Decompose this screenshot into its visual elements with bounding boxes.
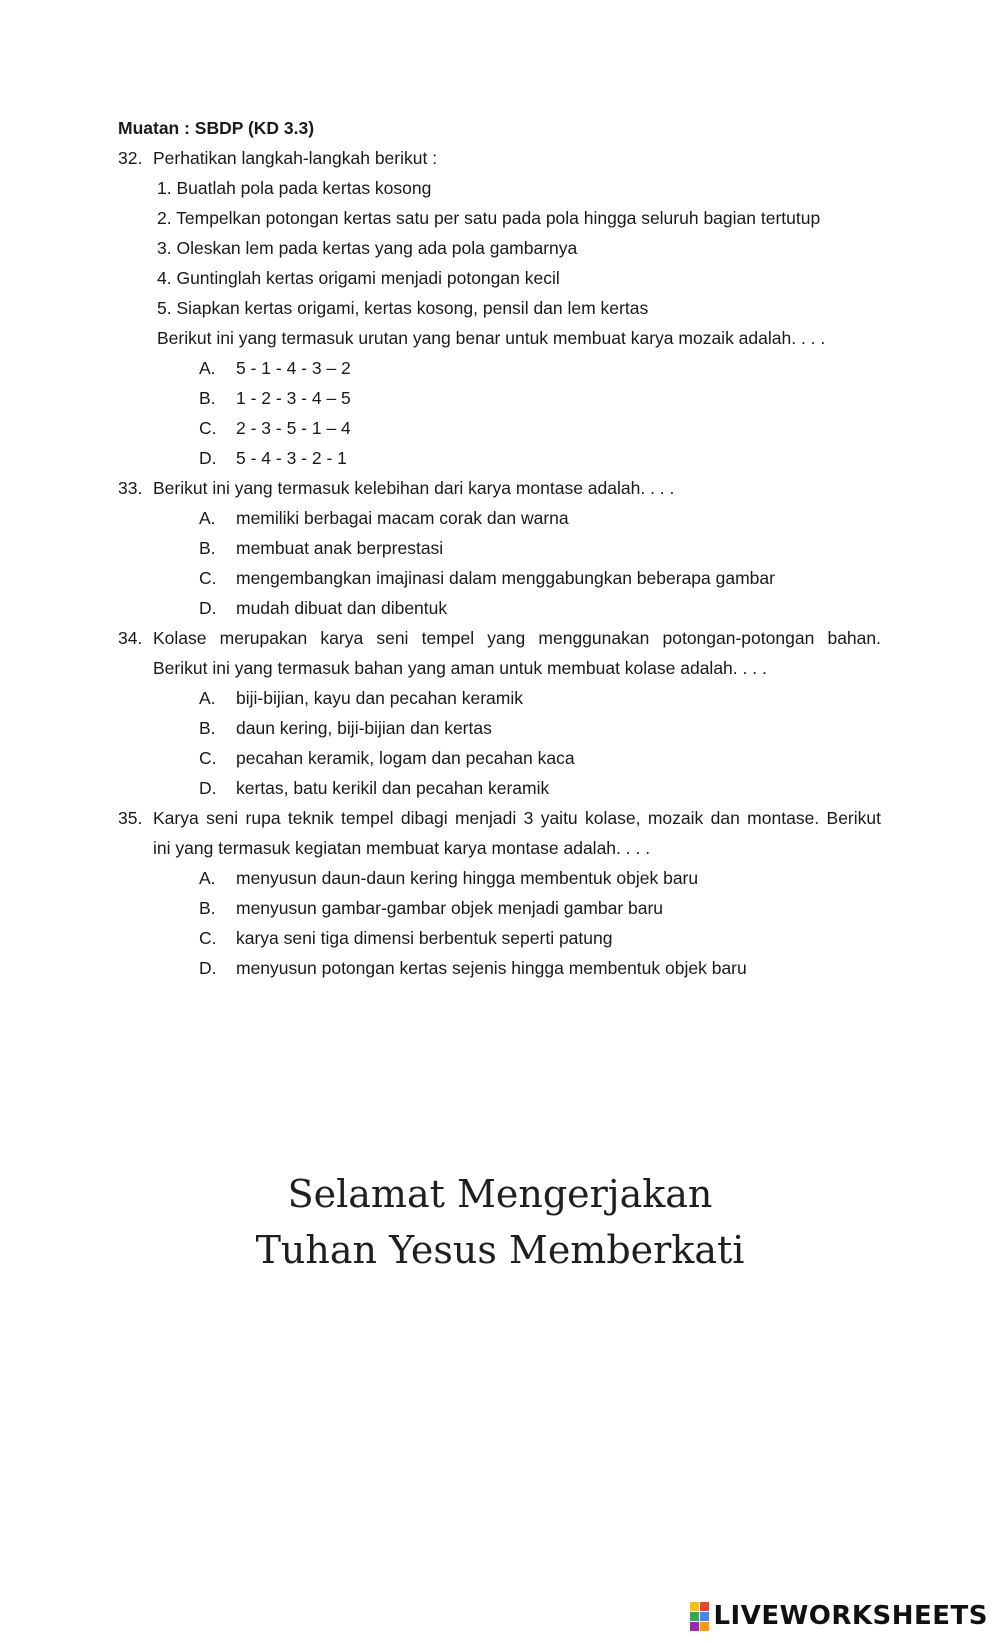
question-text-continued: Berikut ini yang termasuk bahan yang aman untuk membuat kolase adalah. . . . (153, 658, 767, 678)
option-text: 2 - 3 - 5 - 1 – 4 (236, 418, 351, 438)
closing-line-1: Selamat Mengerjakan (287, 1172, 713, 1216)
option-letter: C. (199, 568, 217, 588)
logo-grid-icon (690, 1602, 709, 1631)
step-item: 3. Oleskan lem pada kertas yang ada pola gambarnya (157, 238, 578, 258)
question-prompt: Berikut ini yang termasuk urutan yang benar untuk membuat karya mozaik adalah. . . . (157, 328, 826, 348)
section-heading: Muatan : SBDP (KD 3.3) (118, 118, 315, 138)
option-letter: D. (199, 778, 217, 798)
question-number: 33. (118, 478, 143, 498)
option-text: pecahan keramik, logam dan pecahan kaca (236, 748, 575, 768)
question-number: 35. (118, 808, 143, 828)
logo-square (700, 1602, 709, 1611)
option-letter: B. (199, 388, 216, 408)
option-text: 5 - 1 - 4 - 3 – 2 (236, 358, 351, 378)
option-text: daun kering, biji-bijian dan kertas (236, 718, 492, 738)
liveworksheets-logo[interactable] (700, 1598, 1000, 1634)
question-text: Berikut ini yang termasuk kelebihan dari karya montase adalah. . . . (153, 478, 675, 498)
option-letter: D. (199, 958, 217, 978)
step-item: 1. Buatlah pola pada kertas kosong (157, 178, 432, 198)
option-text: 5 - 4 - 3 - 2 - 1 (236, 448, 347, 468)
logo-square (690, 1602, 699, 1611)
option-letter: A. (199, 358, 216, 378)
option-letter: D. (199, 448, 217, 468)
logo-square (700, 1622, 709, 1631)
option-letter: B. (199, 898, 216, 918)
logo-square (700, 1612, 709, 1621)
question-text: Karya seni rupa teknik tempel dibagi menjadi 3 yaitu kolase, mozaik dan montase. Berikut (153, 808, 881, 828)
option-text: karya seni tiga dimensi berbentuk seperti patung (236, 928, 613, 948)
option-letter: A. (199, 868, 216, 888)
option-text: menyusun daun-daun kering hingga membentuk objek baru (236, 868, 699, 888)
option-letter: C. (199, 418, 217, 438)
option-text: memiliki berbagai macam corak dan warna (236, 508, 569, 528)
option-letter: B. (199, 718, 216, 738)
question-text: Kolase merupakan karya seni tempel yang menggunakan potongan-potongan bahan. (153, 628, 881, 648)
option-text: mudah dibuat dan dibentuk (236, 598, 448, 618)
closing-line-2: Tuhan Yesus Memberkati (255, 1228, 745, 1272)
step-item: 4. Guntinglah kertas origami menjadi potongan kecil (157, 268, 560, 288)
option-text: menyusun potongan kertas sejenis hingga membentuk objek baru (236, 958, 747, 978)
logo-square (690, 1612, 699, 1621)
option-text: membuat anak berprestasi (236, 538, 444, 558)
option-letter: A. (199, 688, 216, 708)
option-letter: C. (199, 928, 217, 948)
option-text: kertas, batu kerikil dan pecahan keramik (236, 778, 550, 798)
question-text: Perhatikan langkah-langkah berikut : (153, 148, 438, 168)
step-item: 2. Tempelkan potongan kertas satu per satu pada pola hingga seluruh bagian tertutup (157, 208, 821, 228)
option-letter: A. (199, 508, 216, 528)
option-text: mengembangkan imajinasi dalam menggabungkan beberapa gambar (236, 568, 775, 588)
option-letter: C. (199, 748, 217, 768)
option-text: 1 - 2 - 3 - 4 – 5 (236, 388, 351, 408)
logo-text: LIVEWORKSHEETS (713, 1601, 988, 1631)
option-text: menyusun gambar-gambar objek menjadi gambar baru (236, 898, 664, 918)
question-number: 34. (118, 628, 143, 648)
option-text: biji-bijian, kayu dan pecahan keramik (236, 688, 523, 708)
question-number: 32. (118, 148, 143, 168)
logo-square (690, 1622, 699, 1631)
question-text-continued: ini yang termasuk kegiatan membuat karya montase adalah. . . . (153, 838, 651, 858)
option-letter: B. (199, 538, 216, 558)
option-letter: D. (199, 598, 217, 618)
step-item: 5. Siapkan kertas origami, kertas kosong, pensil dan lem kertas (157, 298, 649, 318)
